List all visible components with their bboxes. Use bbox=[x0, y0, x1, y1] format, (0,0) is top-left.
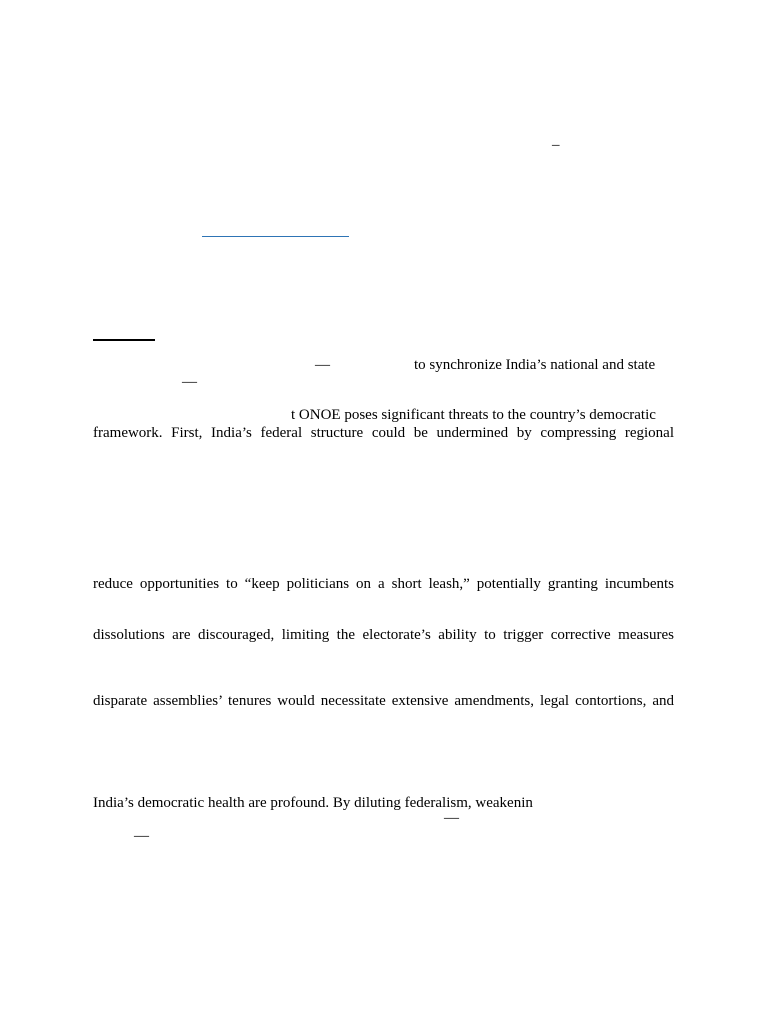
paragraph2-line2-text: framework. First, India’s federal structure could be undermined by compressing regional bbox=[93, 425, 674, 441]
hyperlink-underline[interactable] bbox=[202, 236, 349, 237]
body-line-amendments: disparate assemblies’ tenures would necessitate extensive amendments, legal contortions, and bbox=[93, 693, 674, 709]
paragraph1-line1-text: to synchronize India’s national and state bbox=[414, 357, 656, 373]
paragraph1-line2-em-dash: — bbox=[182, 374, 197, 390]
body-line-dissolutions: dissolutions are discouraged, limiting the electorate’s ability to trigger corrective measures bbox=[93, 627, 674, 643]
paragraph2-line1-text: t ONOE poses significant threats to the country’s democratic bbox=[291, 407, 656, 423]
closing-em-dash-left: — bbox=[134, 828, 149, 844]
section-heading-underline bbox=[93, 339, 155, 341]
body-line-short-leash: reduce opportunities to “keep politicians on a short leash,” potentially granting incumbents bbox=[93, 576, 674, 592]
top-dash-mark: – bbox=[552, 137, 560, 153]
closing-em-dash-right: — bbox=[444, 810, 459, 826]
paragraph1-em-dash: — bbox=[315, 357, 330, 373]
body-line-democratic-health: India’s democratic health are profound. By diluting federalism, weakenin bbox=[93, 795, 533, 811]
